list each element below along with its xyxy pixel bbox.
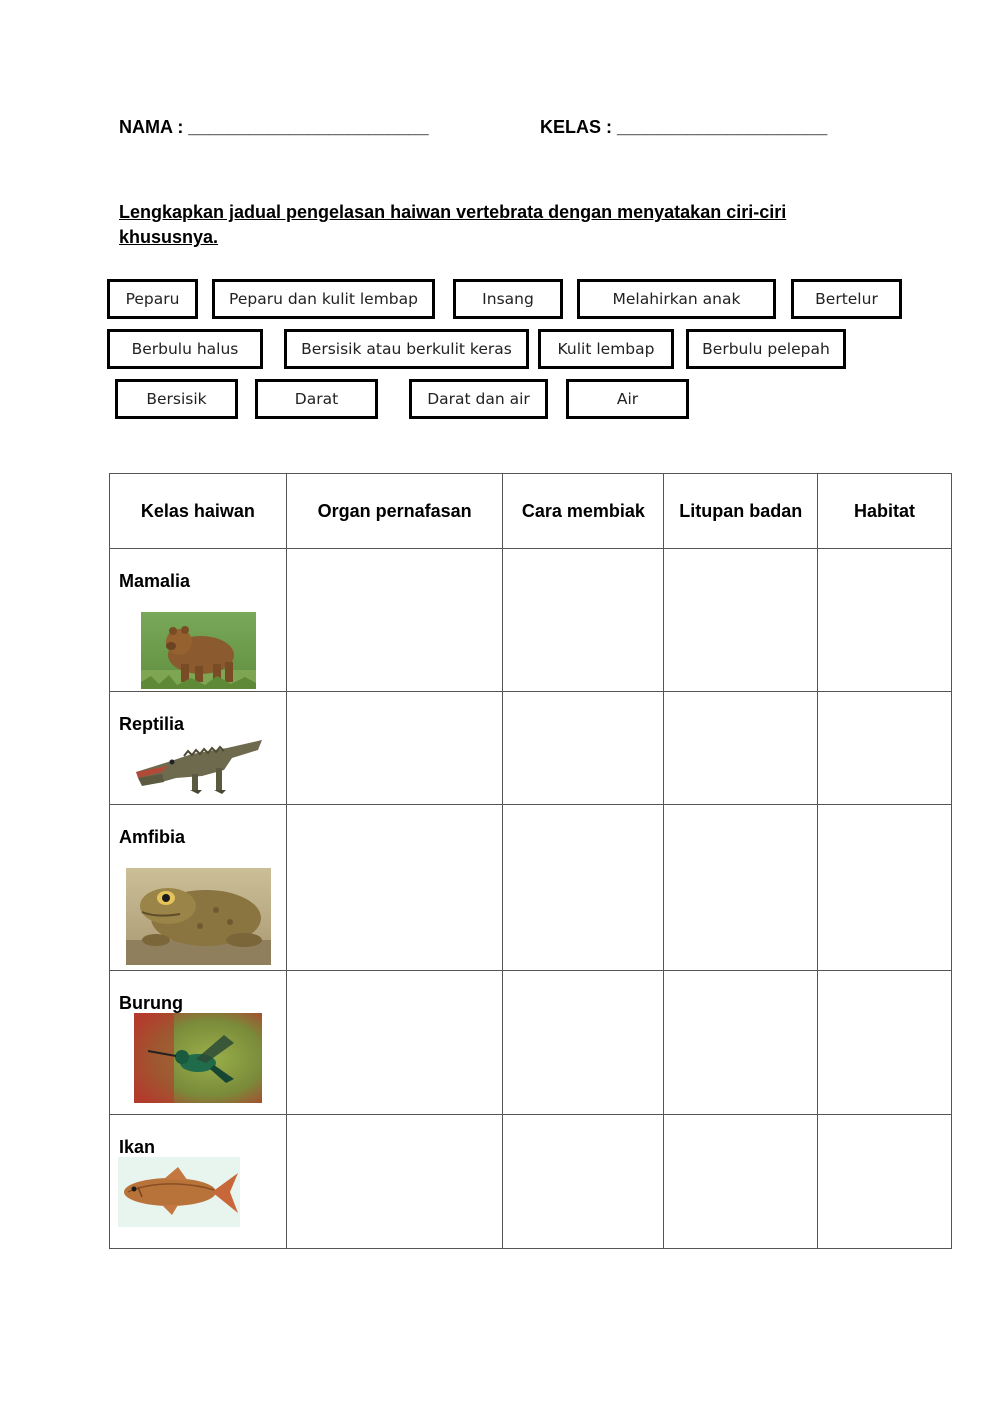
header-organ-pernafasan: Organ pernafasan	[286, 474, 503, 549]
crocodile-image	[132, 732, 264, 802]
answer-cell[interactable]	[286, 805, 503, 971]
word-chip-kulit-lembap[interactable]: Kulit lembap	[538, 329, 674, 369]
header-kelas-haiwan: Kelas haiwan	[110, 474, 287, 549]
class-label: Ikan	[119, 1137, 156, 1157]
word-chip-bersisik[interactable]: Bersisik	[115, 379, 238, 419]
word-chip-darat[interactable]: Darat	[255, 379, 378, 419]
name-field-label: NAMA : ________________________	[119, 117, 429, 137]
class-label: Mamalia	[119, 571, 191, 591]
toad-image	[126, 868, 271, 965]
word-chip-air[interactable]: Air	[566, 379, 689, 419]
class-label: Reptilia	[119, 714, 185, 734]
class-cell-burung	[110, 971, 287, 1115]
word-chip-peparu-dan-kulit-lembap[interactable]: Peparu dan kulit lembap	[212, 279, 435, 319]
answer-cell[interactable]	[503, 805, 664, 971]
answer-cell[interactable]	[503, 692, 664, 805]
answer-cell[interactable]	[818, 971, 952, 1115]
answer-cell[interactable]	[503, 971, 664, 1115]
table-row	[110, 805, 952, 971]
class-cell-reptilia	[110, 692, 287, 805]
hummingbird-image	[134, 1013, 262, 1103]
header-cara-membiak: Cara membiak	[503, 474, 664, 549]
word-chip-melahirkan-anak[interactable]: Melahirkan anak	[577, 279, 776, 319]
table-header-row	[110, 474, 952, 549]
answer-cell[interactable]	[286, 1115, 503, 1249]
word-chip-insang[interactable]: Insang	[453, 279, 563, 319]
answer-cell[interactable]	[664, 549, 818, 692]
answer-cell[interactable]	[818, 1115, 952, 1249]
class-field-label: KELAS : _____________________	[540, 117, 828, 137]
answer-cell[interactable]	[818, 549, 952, 692]
instruction-text: Lengkapkan jadual pengelasan haiwan vertebrata dengan menyatakan ciri-ciri khususnya.	[119, 202, 787, 247]
answer-cell[interactable]	[818, 805, 952, 971]
answer-cell[interactable]	[286, 692, 503, 805]
answer-cell[interactable]	[286, 971, 503, 1115]
class-label: Burung	[119, 993, 183, 1013]
table-row	[110, 971, 952, 1115]
header-habitat: Habitat	[818, 474, 952, 549]
table-row	[110, 1115, 952, 1249]
word-chip-berbulu-pelepah[interactable]: Berbulu pelepah	[686, 329, 846, 369]
word-chip-darat-dan-air[interactable]: Darat dan air	[409, 379, 548, 419]
table-row	[110, 692, 952, 805]
answer-cell[interactable]	[286, 549, 503, 692]
class-label: Amfibia	[119, 827, 186, 847]
answer-cell[interactable]	[664, 692, 818, 805]
answer-cell[interactable]	[818, 692, 952, 805]
header-litupan-badan: Litupan badan	[664, 474, 818, 549]
word-chip-peparu[interactable]: Peparu	[107, 279, 198, 319]
answer-cell[interactable]	[664, 1115, 818, 1249]
fish-image	[118, 1157, 240, 1227]
class-cell-mamalia	[110, 549, 287, 692]
word-chip-bertelur[interactable]: Bertelur	[791, 279, 902, 319]
answer-cell[interactable]	[503, 1115, 664, 1249]
bear-image	[141, 612, 256, 689]
word-chip-berbulu-halus[interactable]: Berbulu halus	[107, 329, 263, 369]
table-row	[110, 549, 952, 692]
classification-table	[109, 473, 952, 1249]
word-chip-bersisik-atau-berkulit-keras[interactable]: Bersisik atau berkulit keras	[284, 329, 529, 369]
class-cell-amfibia	[110, 805, 287, 971]
answer-cell[interactable]	[664, 805, 818, 971]
class-cell-ikan	[110, 1115, 287, 1249]
answer-cell[interactable]	[503, 549, 664, 692]
answer-cell[interactable]	[664, 971, 818, 1115]
